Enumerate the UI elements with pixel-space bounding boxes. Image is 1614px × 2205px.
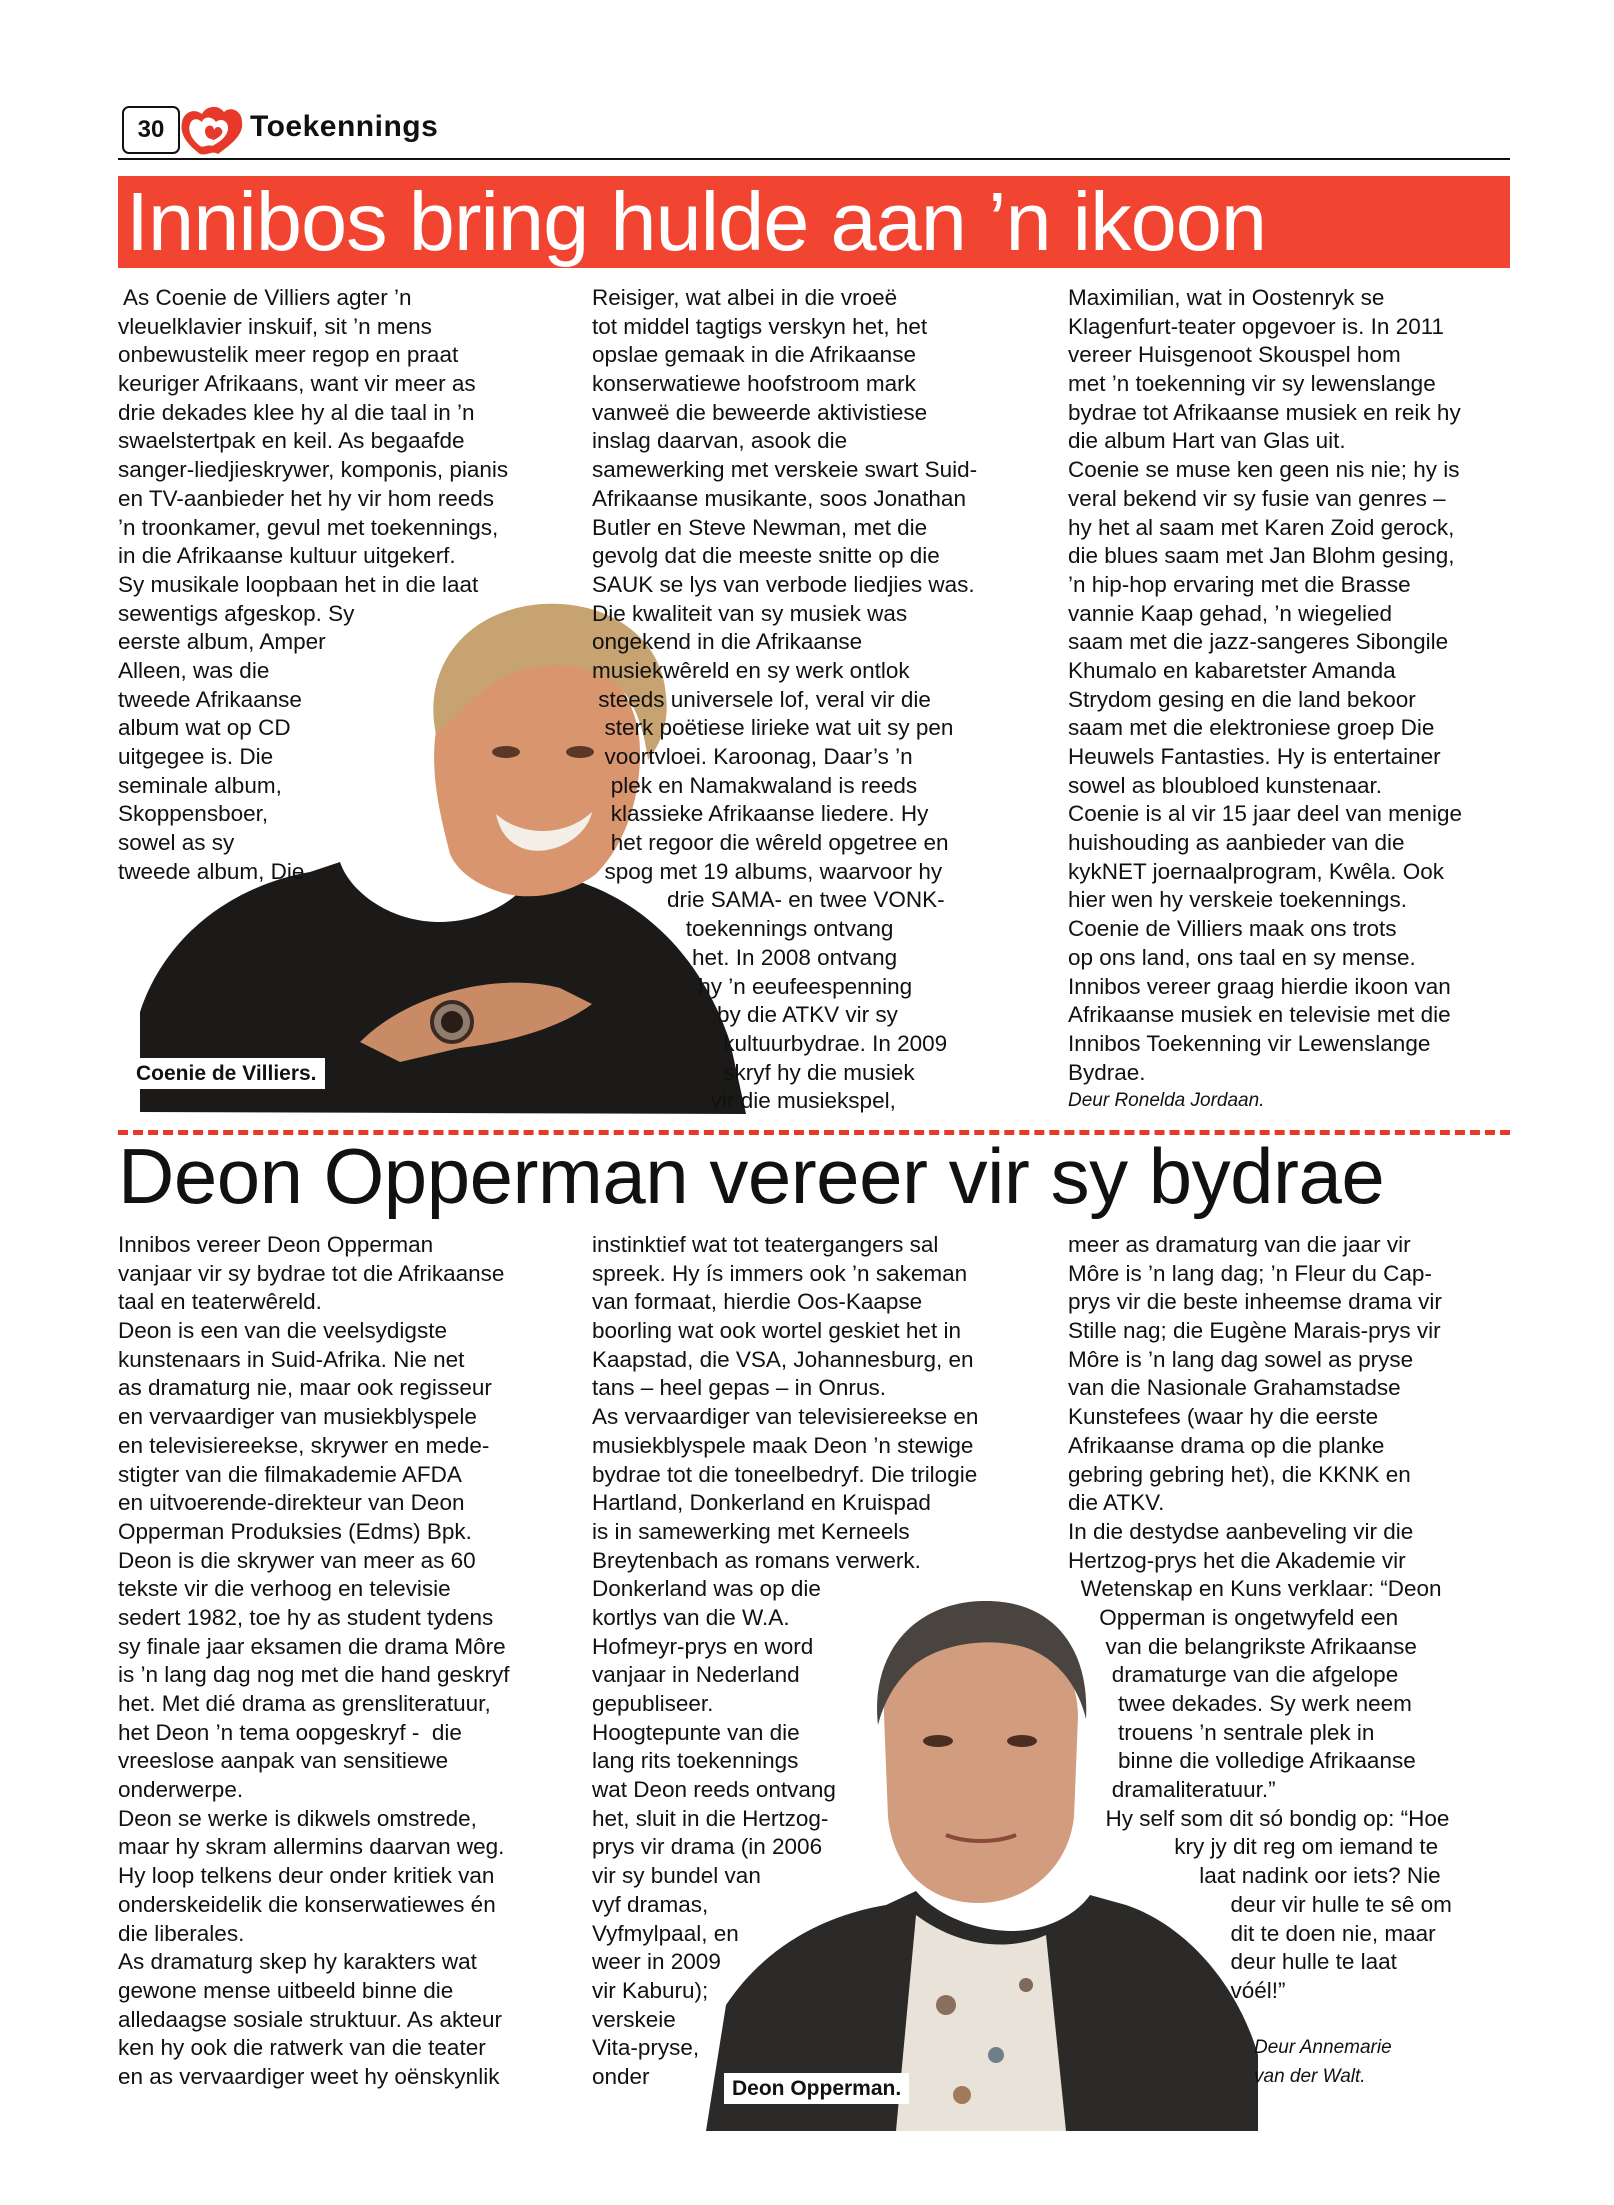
text-line: Kaapstad, die VSA, Johannesburg, en bbox=[592, 1346, 974, 1372]
text-line: gevolg dat die meeste snitte op die bbox=[592, 543, 940, 569]
text-line: opslae gemaak in die Afrikaanse bbox=[592, 342, 916, 368]
text-line: het regoor die wêreld opgetree en bbox=[592, 830, 949, 856]
text-line: gewone mense uitbeeld binne die bbox=[118, 1977, 454, 2003]
text-line: deur vir hulle te sê om bbox=[1068, 1891, 1452, 1917]
headline-article-2: Deon Opperman vereer vir sy bydrae bbox=[118, 1132, 1385, 1220]
text-line: Stille nag; die Eugène Marais-prys vir bbox=[1068, 1318, 1441, 1344]
text-line: Deon is een van die veelsydigste bbox=[118, 1318, 447, 1344]
text-line: twee dekades. Sy werk neem bbox=[1068, 1691, 1412, 1716]
text-line: die blues saam met Jan Blohm gesing, bbox=[1068, 543, 1455, 569]
text-line: tot middel tagtigs verskyn het, het bbox=[592, 313, 928, 339]
text-line: is ’n lang dag nog met die hand geskryf bbox=[118, 1662, 510, 1688]
text-line: in die Afrikaanse kultuur uitgekerf. bbox=[118, 543, 456, 569]
text-line: onbewustelik meer regop en praat bbox=[118, 342, 459, 368]
text-line: hy het al saam met Karen Zoid gerock, bbox=[1068, 514, 1455, 540]
text-line: dramaturge van die afgelope bbox=[1068, 1662, 1399, 1688]
text-line: Die kwaliteit van sy musiek was bbox=[592, 600, 908, 626]
text-line: en uitvoerende-direkteur van Deon bbox=[118, 1490, 465, 1516]
text-line: hier wen hy verskeie toekennings. bbox=[1068, 887, 1407, 913]
text-line: Coenie is al vir 15 jaar deel van menige bbox=[1068, 801, 1462, 827]
text-line: boorling wat ook wortel geskiet het in bbox=[592, 1318, 961, 1344]
text-line: skryf hy die musiek bbox=[592, 1059, 915, 1085]
text-line: die liberales. bbox=[118, 1920, 245, 1946]
text-line: SAUK se lys van verbode liedjies was. bbox=[592, 571, 975, 597]
text-line: Breytenbach as romans verwerk. bbox=[592, 1547, 921, 1573]
text-line: ongekend in die Afrikaanse bbox=[592, 629, 863, 655]
text-line: steeds universele lof, veral vir die bbox=[592, 686, 931, 712]
article-1-column-1 bbox=[118, 284, 508, 886]
text-line: maar hy skram allermins daarvan weg. bbox=[118, 1834, 505, 1860]
text-line: binne die volledige Afrikaanse bbox=[1068, 1748, 1416, 1774]
text-line: drie dekades klee hy al die taal in ’n bbox=[118, 399, 475, 425]
text-line: onderwerpe. bbox=[118, 1777, 244, 1803]
text-line: samewerking met verskeie swart Suid- bbox=[592, 457, 978, 483]
text-line: stigter van die filmakademie AFDA bbox=[118, 1461, 462, 1487]
article-2-column-1 bbox=[118, 1231, 510, 2092]
text-line: kultuurbydrae. In 2009 bbox=[592, 1030, 948, 1056]
text-line: is in samewerking met Kerneels bbox=[592, 1518, 910, 1544]
heart-logo-icon bbox=[178, 102, 248, 158]
text-line: saam met die jazz-sangeres Sibongile bbox=[1068, 629, 1449, 655]
text-line: Innibos vereer graag hierdie ikoon van bbox=[1068, 973, 1451, 999]
text-line: by die ATKV vir sy bbox=[592, 1002, 898, 1028]
text-line bbox=[1068, 2006, 1452, 2035]
text-line: plek en Namakwaland is reeds bbox=[592, 772, 918, 798]
text-line: bydrae tot die toneelbedryf. Die trilogie bbox=[592, 1461, 978, 1487]
text-line: weer in 2009 bbox=[592, 1949, 721, 1975]
text-line: Hy loop telkens deur onder kritiek van bbox=[118, 1863, 495, 1889]
text-line: Deon se werke is dikwels omstrede, bbox=[118, 1805, 477, 1831]
text-line: sedert 1982, toe hy as student tydens bbox=[118, 1604, 494, 1630]
text-line: sanger-liedjieskrywer, komponis, pianis bbox=[118, 457, 509, 483]
text-line: Hertzog-prys het die Akademie vir bbox=[1068, 1547, 1406, 1573]
text-line: die album Hart van Glas uit. bbox=[1068, 428, 1346, 454]
text-line: lang rits toekennings bbox=[592, 1748, 799, 1774]
text-line: vanjaar vir sy bydrae tot die Afrikaanse bbox=[118, 1260, 505, 1286]
text-line: veral bekend vir sy fusie van genres – bbox=[1068, 485, 1446, 511]
text-line: musiekwêreld en sy werk ontlok bbox=[592, 657, 910, 683]
text-line: Maximilian, wat in Oostenryk se bbox=[1068, 285, 1385, 310]
text-line: vreeslose aanpak van sensitiewe bbox=[118, 1748, 449, 1774]
text-line: sterk poëtiese lirieke wat uit sy pen bbox=[592, 715, 954, 741]
text-line: op ons land, ons taal en sy mense. bbox=[1068, 944, 1416, 970]
photo-caption-1: Coenie de Villiers. bbox=[128, 1058, 325, 1089]
text-line: gepubliseer. bbox=[592, 1691, 714, 1716]
text-line: deur hulle te laat bbox=[1068, 1949, 1397, 1975]
byline-article-1: Deur Ronelda Jordaan. bbox=[1068, 1090, 1265, 1112]
text-line: trouens ’n sentrale plek in bbox=[1068, 1719, 1375, 1745]
text-line: swaelstertpak en keil. As begaafde bbox=[118, 428, 465, 454]
text-line: as dramaturg nie, maar ook regisseur bbox=[118, 1375, 492, 1401]
text-line: prys vir die beste inheemse drama vir bbox=[1068, 1289, 1442, 1315]
text-line: ’n troonkamer, gevul met toekennings, bbox=[118, 514, 499, 540]
text-line: musiekblyspele maak Deon ’n stewige bbox=[592, 1432, 974, 1458]
text-line: huishouding as aanbieder van die bbox=[1068, 830, 1405, 856]
text-line: kykNET joernaalprogram, Kwêla. Ook bbox=[1068, 858, 1444, 884]
text-line: het. Met dié drama as grensliteratuur, bbox=[118, 1691, 491, 1716]
text-line: keuriger Afrikaans, want vir meer as bbox=[118, 371, 476, 397]
text-line: Afrikaanse drama op die planke bbox=[1068, 1432, 1385, 1458]
byline-article-2-line-2: van der Walt. bbox=[1254, 2065, 1366, 2087]
text-line: sowel as bloubloed kunstenaar. bbox=[1068, 772, 1382, 798]
text-line: van die belangrikste Afrikaanse bbox=[1068, 1633, 1417, 1659]
text-line: Afrikaanse musikante, soos Jonathan bbox=[592, 485, 966, 511]
text-line: wat Deon reeds ontvang bbox=[592, 1777, 836, 1803]
text-line: instinktief wat tot teatergangers sal bbox=[592, 1232, 939, 1257]
text-line: eerste album, Amper bbox=[118, 629, 326, 655]
text-line: het, sluit in die Hertzog- bbox=[592, 1805, 829, 1831]
photo-caption-2: Deon Opperman. bbox=[724, 2073, 909, 2104]
text-line: Afrikaanse musiek en televisie met die bbox=[1068, 1002, 1451, 1028]
text-line: Hartland, Donkerland en Kruispad bbox=[592, 1490, 931, 1516]
text-line: en vervaardiger van musiekblyspele bbox=[118, 1404, 477, 1430]
text-line: gebring gebring het), die KKNK en bbox=[1068, 1461, 1411, 1487]
section-label: Toekennings bbox=[250, 110, 439, 143]
text-line: Innibos vereer Deon Opperman bbox=[118, 1232, 434, 1257]
text-line: vyf dramas, bbox=[592, 1891, 709, 1917]
text-line: vanweë die beweerde aktivistiese bbox=[592, 399, 928, 425]
page-number: 30 bbox=[122, 106, 180, 154]
text-line: Opperman Produksies (Edms) Bpk. bbox=[118, 1518, 472, 1544]
text-line: van die Nasionale Grahamstadse bbox=[1068, 1375, 1401, 1401]
text-line: Vyfmylpaal, en bbox=[592, 1920, 739, 1946]
text-line: Môre is ’n lang dag sowel as pryse bbox=[1068, 1346, 1414, 1372]
text-line: album wat op CD bbox=[118, 715, 291, 741]
article-2-column-2 bbox=[592, 1231, 978, 2092]
text-line: die ATKV. bbox=[1068, 1490, 1165, 1516]
headline-bar bbox=[118, 176, 1510, 268]
text-line: Hy self som dit só bondig op: “Hoe bbox=[1068, 1805, 1450, 1831]
text-line: hy ’n eeufeespenning bbox=[592, 973, 913, 999]
text-line: Klagenfurt-teater opgevoer is. In 2011 bbox=[1068, 313, 1445, 339]
headline-article-1: Innibos bring hulde aan ’n ikoon bbox=[126, 175, 1267, 268]
text-line: Kunstefees (waar hy die eerste bbox=[1068, 1404, 1379, 1430]
text-line: Heuwels Fantasties. Hy is entertainer bbox=[1068, 744, 1441, 769]
text-line: vir sy bundel van bbox=[592, 1863, 761, 1889]
text-line: Hoogtepunte van die bbox=[592, 1719, 800, 1745]
text-line: Deon is die skrywer van meer as 60 bbox=[118, 1547, 476, 1573]
text-line: Donkerland was op die bbox=[592, 1576, 821, 1602]
text-line: alledaagse sosiale struktuur. As akteur bbox=[118, 2006, 502, 2032]
text-line: sy finale jaar eksamen die drama Môre bbox=[118, 1633, 506, 1659]
text-line: kunstenaars in Suid-Afrika. Nie net bbox=[118, 1346, 465, 1372]
text-line: het Deon ’n tema oopgeskryf - die bbox=[118, 1719, 462, 1745]
text-line: Sy musikale loopbaan het in die laat bbox=[118, 571, 479, 597]
text-line: dit te doen nie, maar bbox=[1068, 1920, 1436, 1946]
text-line: Reisiger, wat albei in die vroeë bbox=[592, 285, 898, 310]
text-line: kortlys van die W.A. bbox=[592, 1604, 790, 1630]
text-line: Vita-pryse, bbox=[592, 2035, 700, 2061]
text-line: het. In 2008 ontvang bbox=[592, 944, 898, 970]
text-line: tweede album, Die bbox=[118, 858, 305, 884]
text-line: vanjaar in Nederland bbox=[592, 1662, 800, 1688]
text-line: vannie Kaap gehad, ’n wiegelied bbox=[1068, 600, 1392, 626]
text-line: Khumalo en kabaretster Amanda bbox=[1068, 657, 1396, 683]
article-2-column-3 bbox=[1068, 1231, 1452, 2092]
text-line: sowel as sy bbox=[118, 830, 235, 856]
article-1-column-3 bbox=[1068, 284, 1462, 1116]
text-line: sewentigs afgeskop. Sy bbox=[118, 600, 355, 626]
text-line: saam met die elektroniese groep Die bbox=[1068, 715, 1435, 741]
text-line: meer as dramaturg van die jaar vir bbox=[1068, 1232, 1411, 1257]
text-line: en as vervaardiger weet hy oënskynlik bbox=[118, 2063, 500, 2089]
text-line: ken hy ook die ratwerk van die teater bbox=[118, 2035, 486, 2061]
text-line: ’n hip-hop ervaring met die Brasse bbox=[1068, 571, 1411, 597]
text-line: met ’n toekenning vir sy lewenslange bbox=[1068, 371, 1436, 397]
text-line: inslag daarvan, asook die bbox=[592, 428, 848, 454]
text-line: en televisiereekse, skrywer en mede- bbox=[118, 1432, 490, 1458]
text-line: Wetenskap en Kuns verklaar: “Deon bbox=[1068, 1576, 1442, 1602]
text-line: van formaat, hierdie Oos-Kaapse bbox=[592, 1289, 923, 1315]
text-line: uitgegee is. Die bbox=[118, 744, 274, 769]
text-line: Butler en Steve Newman, met die bbox=[592, 514, 928, 540]
text-line: prys vir drama (in 2006 bbox=[592, 1834, 823, 1860]
text-line: Innibos Toekenning vir Lewenslange bbox=[1068, 1030, 1431, 1056]
text-line: klassieke Afrikaanse liedere. Hy bbox=[592, 801, 929, 827]
text-line: vleuelklavier inskuif, sit ’n mens bbox=[118, 313, 432, 339]
text-line: onderskeidelik die konserwatiewes én bbox=[118, 1891, 496, 1917]
text-line: Alleen, was die bbox=[118, 657, 270, 683]
text-line: voortvloei. Karoonag, Daar’s ’n bbox=[592, 744, 913, 769]
text-line: bydrae tot Afrikaanse musiek en reik hy bbox=[1068, 399, 1461, 425]
text-line: As Coenie de Villiers agter ’n bbox=[118, 285, 412, 310]
text-line: In die destydse aanbeveling vir die bbox=[1068, 1518, 1414, 1544]
text-line: seminale album, bbox=[118, 772, 282, 798]
text-line: en TV-aanbieder het hy vir hom reeds bbox=[118, 485, 495, 511]
text-line: tekste vir die verhoog en televisie bbox=[118, 1576, 451, 1602]
text-line: Strydom gesing en die land bekoor bbox=[1068, 686, 1416, 712]
text-line: tweede Afrikaanse bbox=[118, 686, 302, 712]
text-line: kry jy dit reg om iemand te bbox=[1068, 1834, 1439, 1860]
text-line: laat nadink oor iets? Nie bbox=[1068, 1863, 1441, 1889]
text-line: As vervaardiger van televisiereekse en bbox=[592, 1404, 979, 1430]
text-line: Opperman is ongetwyfeld een bbox=[1068, 1604, 1399, 1630]
text-line: vir die musiekspel, bbox=[592, 1088, 896, 1114]
text-line: spog met 19 albums, waarvoor hy bbox=[592, 858, 943, 884]
text-line: Coenie de Villiers maak ons trots bbox=[1068, 916, 1397, 942]
text-line: verskeie bbox=[592, 2006, 676, 2032]
text-line: taal en teaterwêreld. bbox=[118, 1289, 322, 1315]
text-line: Skoppensboer, bbox=[118, 801, 269, 827]
text-line: As dramaturg skep hy karakters wat bbox=[118, 1949, 477, 1975]
text-line: spreek. Hy ís immers ook ’n sakeman bbox=[592, 1260, 968, 1286]
text-line: toekennings ontvang bbox=[592, 916, 894, 942]
text-line: Hofmeyr-prys en word bbox=[592, 1633, 814, 1659]
page-header bbox=[118, 100, 1510, 160]
byline-article-2-line-1: Deur Annemarie bbox=[1254, 2037, 1392, 2059]
text-line: vereer Huisgenoot Skouspel hom bbox=[1068, 342, 1401, 368]
text-line: drie SAMA- en twee VONK- bbox=[592, 887, 945, 913]
text-line: Môre is ’n lang dag; ’n Fleur du Cap- bbox=[1068, 1260, 1432, 1286]
text-line: Bydrae. bbox=[1068, 1059, 1146, 1085]
text-line: vir Kaburu); bbox=[592, 1977, 709, 2003]
text-line: onder bbox=[592, 2063, 650, 2089]
text-line: konserwatiewe hoofstroom mark bbox=[592, 371, 916, 397]
text-line: vóél!” bbox=[1068, 1977, 1286, 2003]
article-1-column-2 bbox=[592, 284, 977, 1116]
text-line: Coenie se muse ken geen nis nie; hy is bbox=[1068, 457, 1460, 483]
text-line: tans – heel gepas – in Onrus. bbox=[592, 1375, 886, 1401]
text-line: dramaliteratuur.” bbox=[1068, 1777, 1276, 1803]
